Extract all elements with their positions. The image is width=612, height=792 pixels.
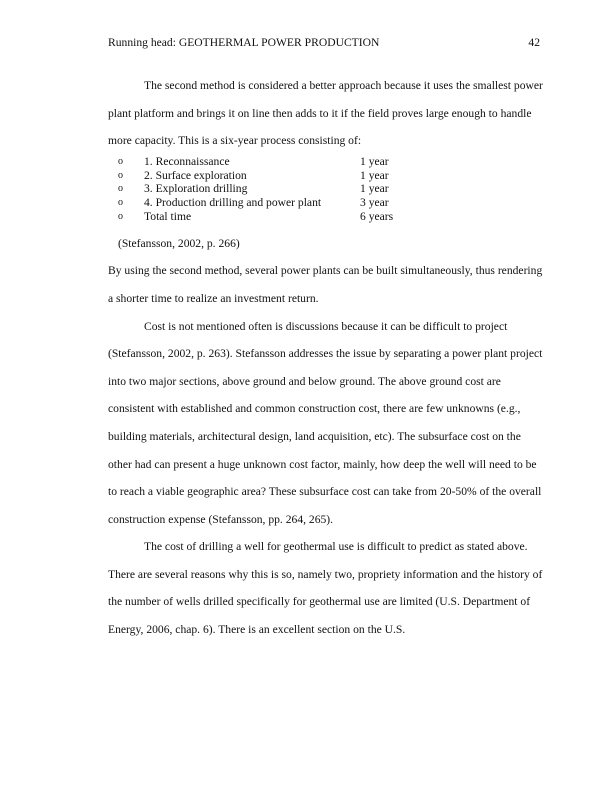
phase-label: 1. Reconnaissance: [144, 154, 230, 168]
paragraph: By using the second method, several power plants can be built simultaneously, thus rendering a shorter time to realize an investment return.: [108, 264, 543, 305]
phase-label: Total time: [144, 209, 192, 223]
bullet-icon: o: [118, 183, 123, 195]
phase-duration: 3 year: [360, 196, 389, 210]
running-head: Running head: GEOTHERMAL POWER PRODUCTION: [108, 36, 380, 49]
paragraph: Cost is not mentioned often is discussions because it can be difficult to project (Stefansson, 2002, p. 263). Stefansson addresses the issue by separating a power plant project into two major sections, above ground and below ground. The above ground cost are consistent with established and common construction cost, there are few unknowns (e.g., building materials, architectural design, land acquisition, etc). The subsurface cost on the other had can present a huge unknown cost factor, mainly, how deep the well will need to be to reach a viable geographic area? These subsurface cost can take from 20-50% of the overall construction expense (Stefansson, pp. 264, 265).: [108, 319, 543, 526]
list-item: [108, 169, 544, 183]
list-item: [108, 155, 544, 169]
bullet-icon: o: [118, 210, 123, 222]
page-body: [108, 72, 544, 644]
phase-label: 4. Production drilling and power plant: [144, 196, 322, 210]
phase-label: 3. Exploration drilling: [144, 182, 248, 196]
phase-duration: 1 year: [360, 182, 389, 196]
phase-duration: 1 year: [360, 154, 389, 168]
page-header: [108, 36, 540, 52]
list-item: [108, 210, 544, 224]
intro-paragraph: The second method is considered a better approach because it uses the smallest power plant platform and brings it on line then adds to it if the field proves large enough to handle more capacity. This is a six-year process consisting of:: [108, 79, 543, 148]
phase-duration: 1 year: [360, 168, 389, 182]
list-item: [108, 196, 544, 210]
phase-label: 2. Surface exploration: [144, 168, 247, 182]
bullet-icon: o: [118, 197, 123, 209]
phase-duration: 6 years: [360, 209, 394, 223]
page-number: 42: [528, 36, 540, 49]
bullet-icon: o: [118, 169, 123, 181]
phase-list: [108, 155, 544, 224]
list-item: [108, 182, 544, 196]
paragraph: The cost of drilling a well for geothermal use is difficult to predict as stated above. There are several reasons why this is so, namely two, propriety information and the history of the number of wells drilled specifically for geothermal use are limited (U.S. Department of Energy, 2006, chap. 6). There is an excellent section on the U.S.: [108, 540, 543, 637]
list-citation: (Stefansson, 2002, p. 266): [118, 236, 240, 250]
bullet-icon: o: [118, 155, 123, 167]
